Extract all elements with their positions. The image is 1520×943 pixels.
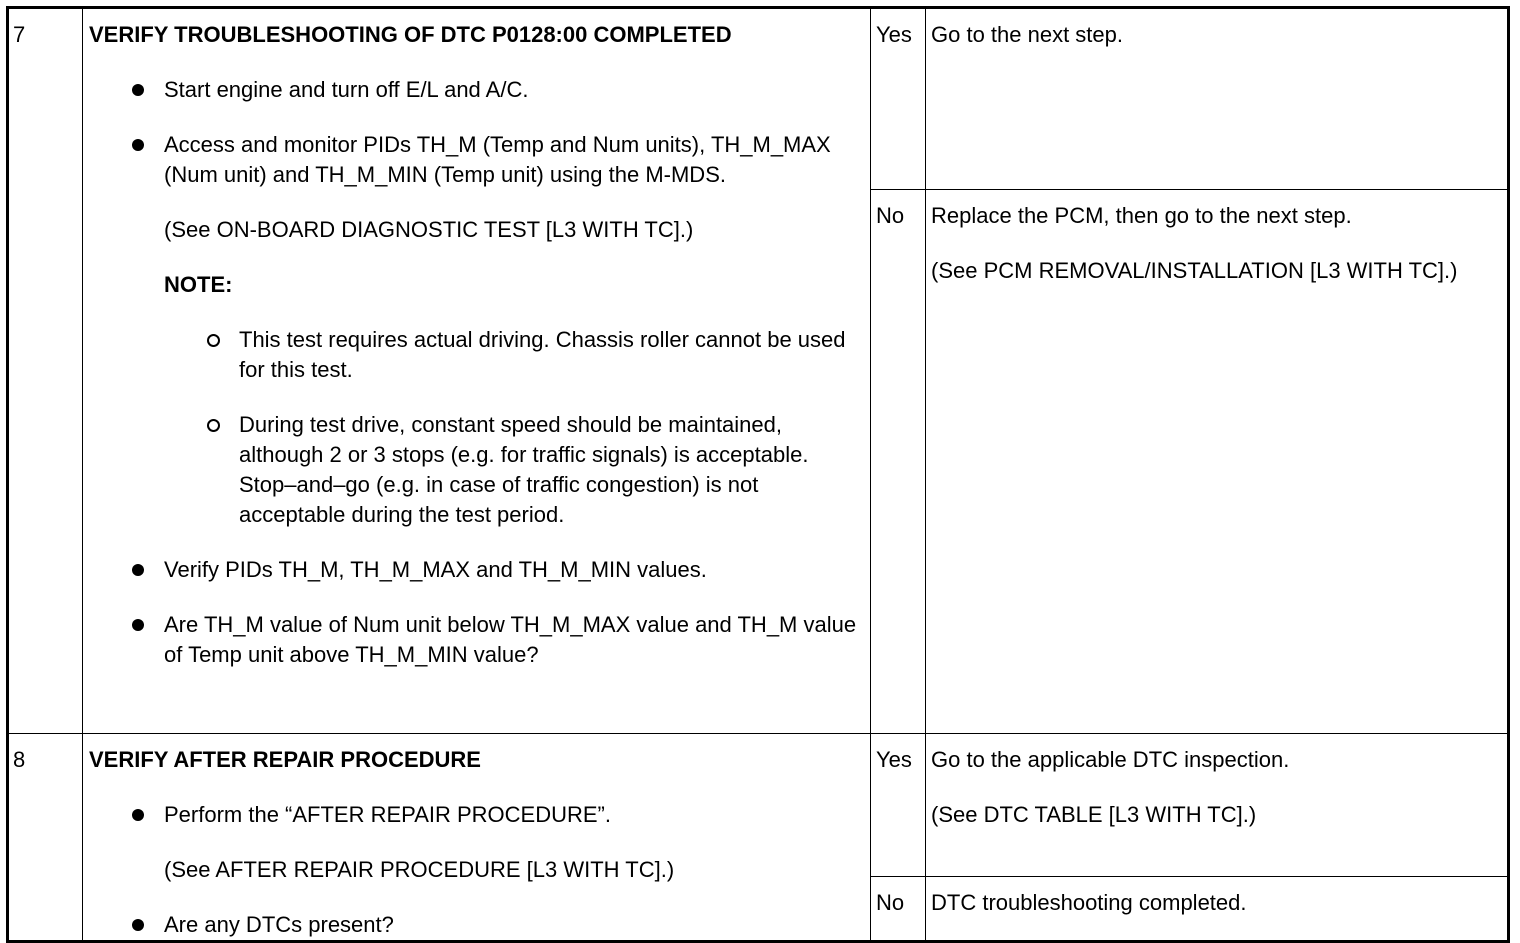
list-item — [89, 555, 864, 585]
bullet-dot-icon — [132, 619, 144, 631]
step-number: 7 — [8, 8, 83, 734]
bullet-circle-icon — [207, 419, 220, 432]
note-item-text: This test requires actual driving. Chassis roller cannot be used for this test. — [239, 327, 846, 382]
list-item-text: Perform the “AFTER REPAIR PROCEDURE”. — [164, 802, 611, 827]
list-item — [89, 800, 864, 830]
result-no-action — [926, 877, 1509, 942]
list-item-text: Verify PIDs TH_M, TH_M_MAX and TH_M_MIN values. — [164, 557, 707, 582]
bullet-dot-icon — [132, 84, 144, 96]
reference-text: (See ON-BOARD DIAGNOSTIC TEST [L3 WITH TC].) — [164, 217, 694, 242]
result-no-label: No — [871, 190, 926, 734]
outcome-text: Replace the PCM, then go to the next step. — [931, 203, 1352, 228]
bullet-dot-icon — [132, 564, 144, 576]
list-item-text: Are TH_M value of Num unit below TH_M_MAX value and TH_M value of Temp unit above TH_M_MIN value? — [164, 612, 857, 667]
note-item — [89, 410, 864, 530]
outcome-text: Go to the next step. — [931, 22, 1124, 47]
result-yes-label: Yes — [871, 734, 926, 877]
step-action — [83, 8, 871, 734]
result-no-label: No — [871, 877, 926, 942]
reference-text: (See AFTER REPAIR PROCEDURE [L3 WITH TC].) — [164, 857, 675, 882]
result-yes-action — [926, 8, 1509, 190]
step-number: 8 — [8, 734, 83, 942]
step-action — [83, 734, 871, 942]
result-yes-action — [926, 734, 1509, 877]
list-item-text: Start engine and turn off E/L and A/C. — [164, 77, 529, 102]
list-item — [89, 910, 864, 940]
bullet-dot-icon — [132, 919, 144, 931]
note-item — [89, 325, 864, 385]
outcome-text: DTC troubleshooting completed. — [931, 890, 1247, 915]
step-title: VERIFY AFTER REPAIR PROCEDURE — [89, 747, 481, 772]
troubleshooting-table — [6, 6, 1510, 943]
list-item-text: Are any DTCs present? — [164, 912, 394, 937]
list-item — [89, 610, 864, 670]
list-item — [89, 130, 864, 190]
note-item-text: During test drive, constant speed should be maintained, although 2 or 3 stops (e.g. for traffic signals) is acceptable. Stop–and–go (e.g. in case of traffic congestion) is not acceptable during the test period. — [239, 412, 809, 527]
result-no-action — [926, 190, 1509, 734]
list-item — [89, 75, 864, 105]
note-label: NOTE: — [164, 272, 233, 297]
result-yes-label: Yes — [871, 8, 926, 190]
bullet-dot-icon — [132, 139, 144, 151]
step-title: VERIFY TROUBLESHOOTING OF DTC P0128:00 COMPLETED — [89, 22, 732, 47]
list-item-text: Access and monitor PIDs TH_M (Temp and Num units), TH_M_MAX (Num unit) and TH_M_MIN (Temp unit) using the M-MDS. — [164, 132, 831, 187]
table-row-step-8-yes — [8, 734, 1509, 877]
bullet-circle-icon — [207, 334, 220, 347]
outcome-text: Go to the applicable DTC inspection. — [931, 747, 1290, 772]
outcome-reference: (See PCM REMOVAL/INSTALLATION [L3 WITH TC].) — [931, 258, 1458, 283]
bullet-dot-icon — [132, 809, 144, 821]
procedure-sheet — [6, 6, 1507, 935]
outcome-reference: (See DTC TABLE [L3 WITH TC].) — [931, 802, 1257, 827]
table-row-step-7-yes — [8, 8, 1509, 190]
